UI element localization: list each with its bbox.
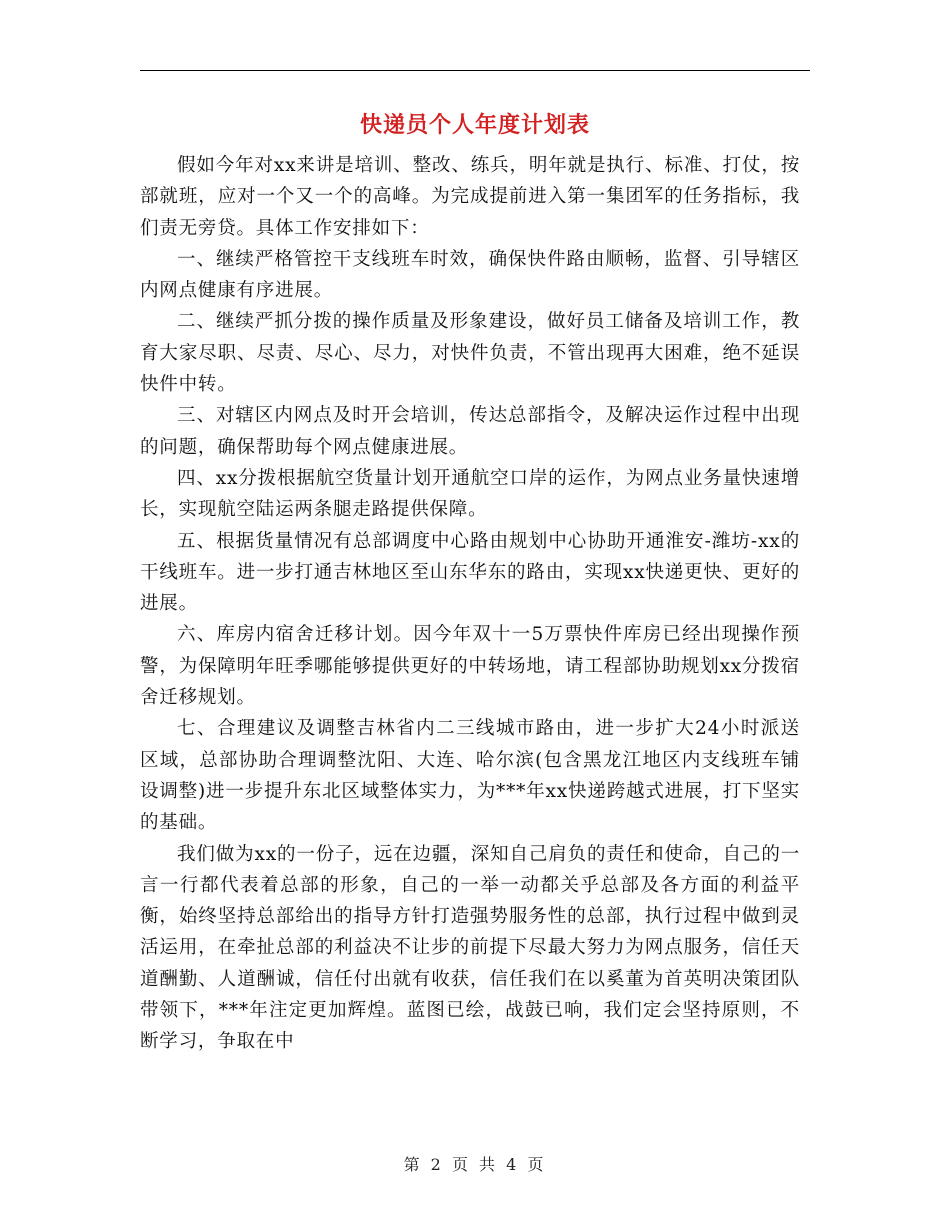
paragraph-intro: 假如今年对xx来讲是培训、整改、练兵，明年就是执行、标准、打仗，按部就班，应对一个又一个的高峰。为完成提前进入第一集团军的任务指标，我们责无旁贷。具体工作安排如下： — [140, 155, 800, 239]
paragraph-conclusion: 我们做为xx的一份子，远在边疆，深知自己肩负的责任和使命，自己的一言一行都代表着总部的形象，自己的一举一动都关乎总部及各方面的利益平衡，始终坚持总部给出的指导方针打造强势服务性的总部，执行过程中做到灵活运用，在牵扯总部的利益决不让步的前提下尽最大努力为网点服务，信任天道酬勤、人道酬诚，信任付出就有收获，信任我们在以奚董为首英明决策团队带领下，***年注定更加辉煌。蓝图已绘，战鼓已响，我们定会坚持原则，不断学习，争取在中 — [140, 843, 800, 1053]
header-rule — [140, 70, 810, 71]
document-title: 快递员个人年度计划表 — [359, 112, 590, 138]
paragraph-item-4: 四、xx分拨根据航空货量计划开通航空口岸的运作，为网点业务量快速增长，实现航空陆运两条腿走路提供保障。 — [140, 467, 800, 521]
paragraph-item-3: 三、对辖区内网点及时开会培训，传达总部指令，及解决运作过程中出现的问题，确保帮助每个网点健康进展。 — [140, 405, 800, 458]
paragraph-item-2: 二、继续严抓分拨的操作质量及形象建设，做好员工储备及培训工作，教育大家尽职、尽责、尽心、尽力，对快件负责，不管出现再大困难，绝不延误快件中转。 — [140, 311, 800, 396]
paragraph-item-5: 五、根据货量情况有总部调度中心路由规划中心协助开通淮安-潍坊-xx的干线班车。进一步打通吉林地区至山东华东的路由，实现xx快递更快、更好的进展。 — [140, 530, 800, 615]
document-body — [140, 150, 800, 1058]
paragraph-item-1: 一、继续严格管控干支线班车时效，确保快件路由顺畅，监督、引导辖区内网点健康有序进展。 — [140, 248, 800, 302]
page-number-footer: 第 2 页 共 4 页 — [403, 1155, 547, 1174]
paragraph-item-7: 七、合理建议及调整吉林省内二三线城市路由，进一步扩大24小时派送区域，总部协助合理调整沈阳、大连、哈尔滨(包含黑龙江地区内支线班车铺设调整)进一步提升东北区域整体实力，为***年xx快递跨越式进展，打下坚实的基础。 — [140, 718, 800, 834]
paragraph-item-6: 六、库房内宿舍迁移计划。因今年双十一5万票快件库房已经出现操作预警，为保障明年旺季哪能够提供更好的中转场地，请工程部协助规划xx分拨宿舍迁移规划。 — [140, 624, 800, 709]
